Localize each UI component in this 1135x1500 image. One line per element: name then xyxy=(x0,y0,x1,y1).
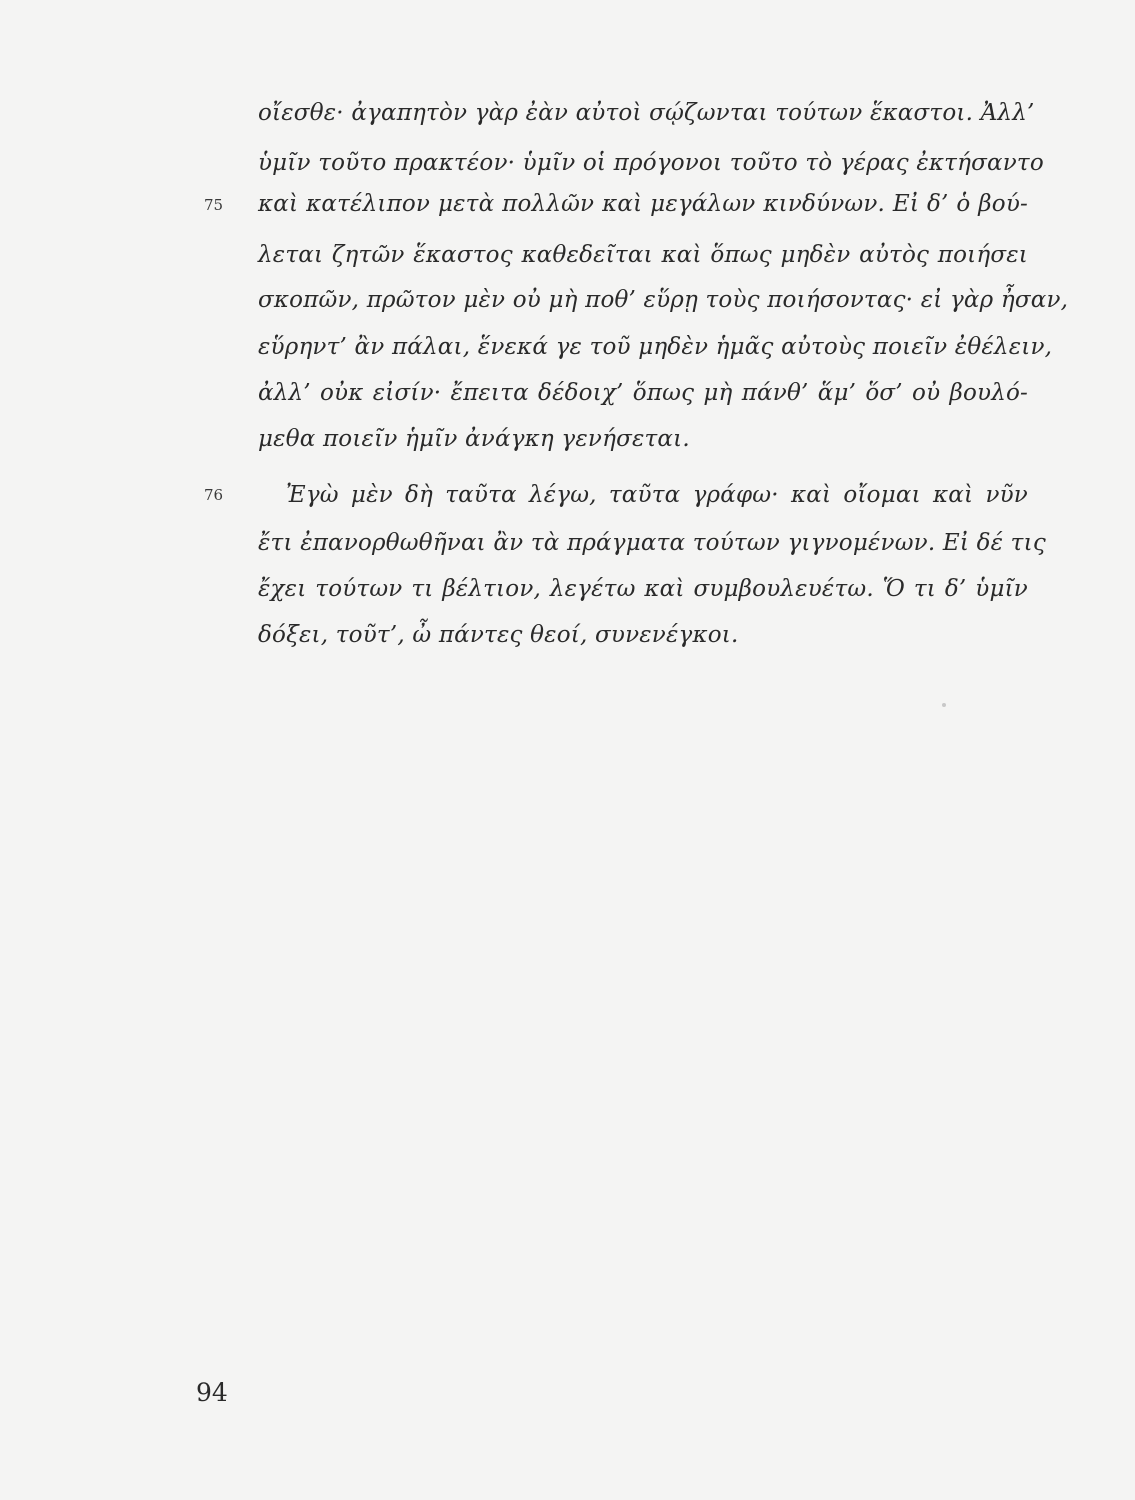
text-line: ἀλλ’ οὐκ εἰσίν· ἔπειτα δέδοιχ’ ὅπως μὴ πάνθ’ ἅμ’ ὅσ’ οὐ βουλό- xyxy=(258,380,1028,406)
text-line: οἴεσθε· ἀγαπητὸν γὰρ ἐὰν αὐτοὶ σῴζωνται τούτων ἕκαστοι. Ἀλλ’ xyxy=(258,100,1035,126)
text-line: σκοπῶν, πρῶτον μὲν οὐ μὴ ποθ’ εὕρῃ τοὺς ποιήσοντας· εἰ γὰρ ἦσαν, xyxy=(258,287,1069,313)
text-line: Ἐγὼ μὲν δὴ ταῦτα λέγω, ταῦτα γράφω· καὶ οἴομαι καὶ νῦν xyxy=(286,482,1028,508)
text-line: δόξει, τοῦτ’, ὦ πάντες θεοί, συνενέγκοι. xyxy=(258,622,739,648)
text-line: καὶ κατέλιπον μετὰ πολλῶν καὶ μεγάλων κινδύνων. Εἰ δ’ ὁ βού- xyxy=(258,191,1028,217)
text-line: ὑμῖν τοῦτο πρακτέον· ὑμῖν οἱ πρόγονοι τοῦτο τὸ γέρας ἐκτήσαντο xyxy=(258,150,1044,176)
page-number: 94 xyxy=(196,1378,228,1407)
text-line: μεθα ποιεῖν ἡμῖν ἀνάγκη γενήσεται. xyxy=(258,426,690,452)
text-line: εὕρηντ’ ἂν πάλαι, ἕνεκά γε τοῦ μηδὲν ἡμᾶς αὐτοὺς ποιεῖν ἐθέλειν, xyxy=(258,334,1053,360)
paper-speck xyxy=(942,703,946,707)
text-line: ἔχει τούτων τι βέλτιον, λεγέτω καὶ συμβουλευέτω. Ὅ τι δ’ ὑμῖν xyxy=(258,576,1028,602)
section-number: 76 xyxy=(204,486,224,504)
text-line: ἔτι ἐπανορθωθῆναι ἂν τὰ πράγματα τούτων γιγνομένων. Εἰ δέ τις xyxy=(258,530,1046,556)
section-number: 75 xyxy=(204,196,224,214)
text-line: λεται ζητῶν ἕκαστος καθεδεῖται καὶ ὅπως μηδὲν αὐτὸς ποιήσει xyxy=(258,242,1028,268)
